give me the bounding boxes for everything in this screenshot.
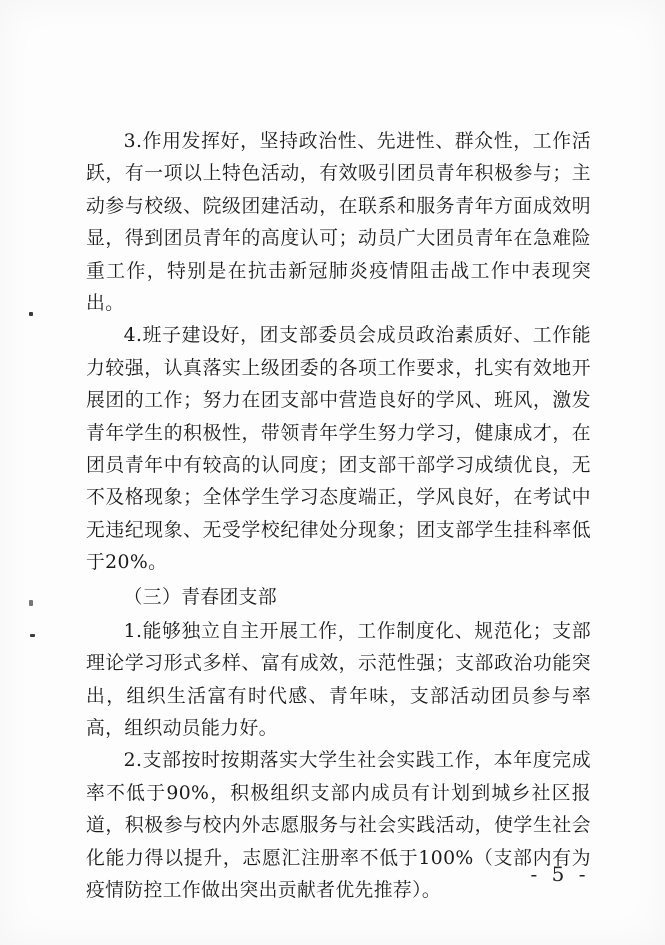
paragraph: 2.支部按时按期落实大学生社会实践工作，本年度完成率不低于90%，积极组织支部内成员有计划到城乡社区报道，积极参与校内外志愿服务与社会实践活动，使学生社会化能力得以提升，志愿汇注册率不低于100%（支部内有为疫情防控工作做出突出贡献者优先推荐）。	[86, 750, 591, 901]
paragraph: 3.作用发挥好，坚持政治性、先进性、群众性，工作活跃，有一项以上特色活动，有效吸引团员青年积极参与；主动参与校级、院级团建活动，在联系和服务青年方面成效明显，得到团员青年的高度认可；动员广大团员青年在急难险重工作，特别是在抗击新冠肺炎疫情阻击战工作中表现突出。	[86, 131, 591, 315]
margin-mark	[30, 634, 35, 637]
document-body	[86, 126, 591, 907]
page-number: - 5 -	[530, 862, 590, 886]
margin-mark	[29, 600, 33, 606]
margin-mark	[29, 312, 33, 316]
section-heading: （三）青春团支部	[123, 586, 278, 608]
paragraph: 1.能够独立自主开展工作，工作制度化、规范化；支部理论学习形式多样、富有成效，示范性强；支部政治功能突出，组织生活富有时代感、青年味，支部活动团员参与率高，组织动员能力好。	[86, 620, 591, 739]
paragraph: 4.班子建设好，团支部委员会成员政治素质好、工作能力较强，认真落实上级团委的各项工作要求，扎实有效地开展团的工作；努力在团支部中营造良好的学风、班风，激发青年学生的积极性，带领青年学生努力学习，健康成才，在团员青年中有较高的认同度；团支部干部学习成绩优良，无不及格现象；全体学生学习态度端正，学风良好，在考试中无违纪现象、无受学校纪律处分现象；团支部学生挂科率低于20%。	[86, 325, 591, 574]
